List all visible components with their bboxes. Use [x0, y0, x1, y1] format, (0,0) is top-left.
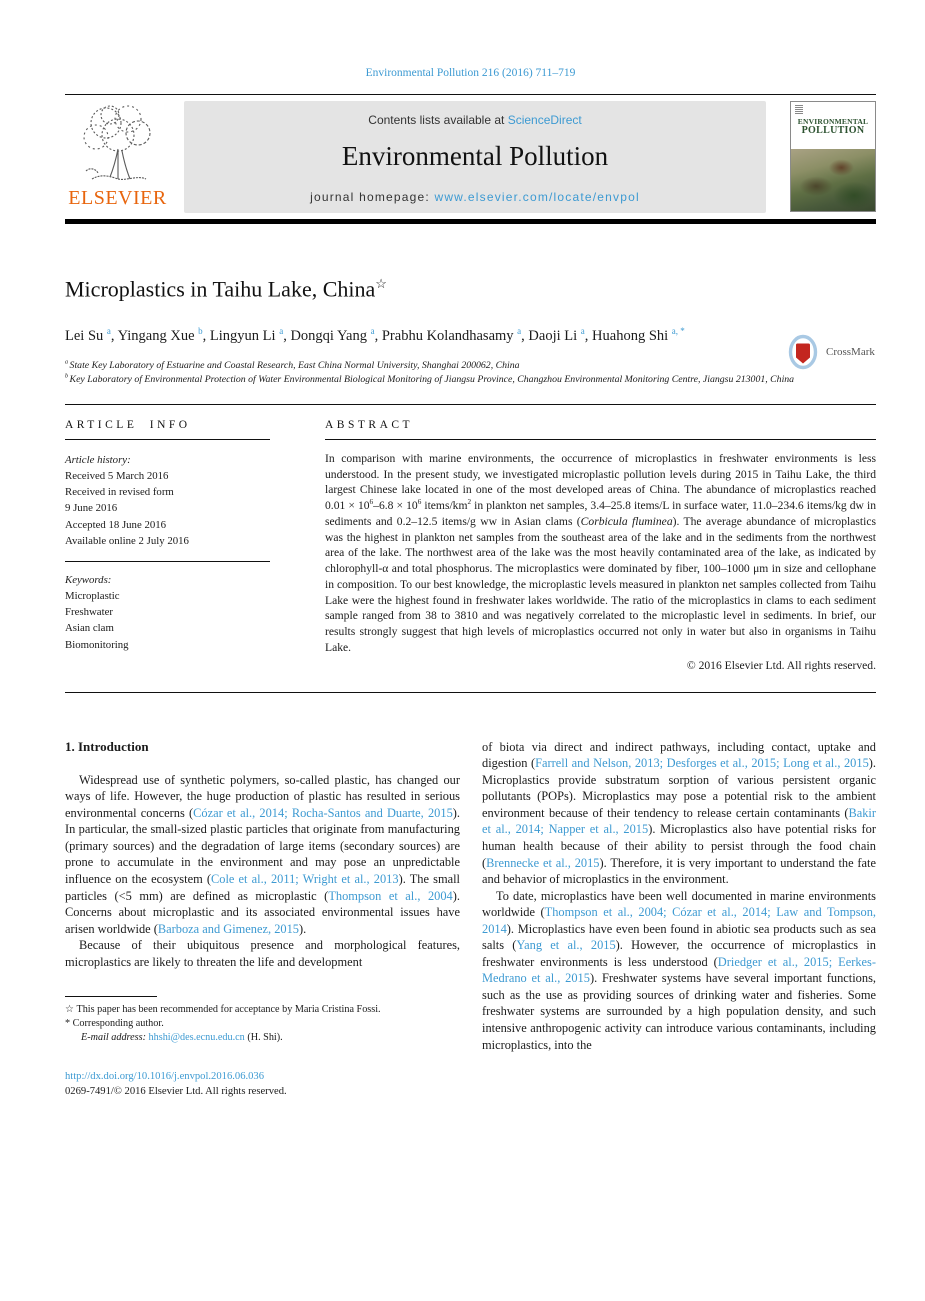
article-info-heading-rule [65, 439, 270, 440]
history-label: Article history: [65, 453, 131, 466]
cover-publisher-mark-icon [795, 105, 803, 115]
journal-citation: Environmental Pollution 216 (2016) 711–719 [365, 67, 576, 79]
affiliation-b: $^b$ Key Laboratory of Environmental Protection of Water Environmental Biological Monitoring of Jiangsu Province, Changzhou Environmental Monitoring Centre, Jiangsu 213001, China [65, 373, 795, 385]
journal-banner-box [184, 101, 766, 213]
author-list: Lei Su $^a$, Yingang Xue $^b$, Lingyun Li $^a$, Dongqi Yang $^a$, Prabhu Kolandhasamy $^a$, Daoji Li $^a$, Huahong Shi $^{a, *}$ [65, 326, 685, 345]
body-paragraph: Because of their ubiquitous presence and morphological features, microplastics are likely to threaten the life and development [65, 938, 460, 969]
history-line: Received 5 March 2016 [65, 469, 169, 482]
section-heading-introduction: 1. Introduction [65, 738, 149, 754]
article-history [65, 452, 270, 549]
crossmark-label: CrossMark [826, 346, 875, 358]
abstract-heading-rule [325, 439, 876, 440]
cover-title-line1: ENVIRONMENTAL [797, 117, 869, 126]
cover-title [791, 118, 875, 136]
paper-title-text: Microplastics in Taihu Lake, China [65, 276, 376, 302]
footnote-corresponding: * Corresponding author. [65, 1018, 164, 1030]
keyword: Asian clam [65, 622, 114, 635]
title-footnote-star-icon: ☆ [375, 276, 387, 291]
elsevier-tree-icon [72, 101, 164, 187]
journal-header-banner [65, 101, 876, 213]
page-title [65, 276, 876, 302]
article-info-column [65, 419, 270, 672]
article-info-heading: ARTICLE INFO [65, 418, 191, 431]
footnote-block [65, 996, 460, 1045]
keyword: Biomonitoring [65, 638, 129, 651]
abstract-copyright: © 2016 Elsevier Ltd. All rights reserved. [686, 658, 876, 672]
abstract-text: In comparison with marine environments, the occurrence of microplastics in freshwater environments is less understood. In the present study, we investigated microplastic pollution levels during 2015 in Taihu Lake, the third largest Chinese lake located in one of the most developed areas of China. The abundance of microplastics reached $0.01 \times 10^6-6.8 \times 10^6$ items/$km^2$ in plankton net samples, 3.4–25.8 items/L in surface water, 11.0–234.6 items/kg dw in sediments and 0.2–12.5 items/g ww in Asian clams (Corbicula fluminea). The average abundance of microplastics was the highest in plankton net samples from the southeast area of the lake and in the sediments from the northwest area of the lake. The northwest area of the lake was the most heavily contaminated area of the lake, as indicated by chlorophyll-α and total phosphorus. The microplastics were dominated by fiber, 100–1000 μm in size and cellophane in composition. To our best knowledge, the microplastic levels measured in plankton net samples collected from Taihu Lake were the highest found in freshwater lakes worldwide. The ratio of the microplastics in clams to each sediment sample ranged from 38 to 3810 and was negatively correlated to the microplastic level in sediments. In brief, our results strongly suggest that high levels of microplastics occurred not only in water but also in organisms in Taihu Lake. [325, 451, 877, 654]
info-abstract-section [65, 419, 876, 672]
body-paragraph: To date, microplastics have been well documented in marine environments worldwide (Thompson et al., 2004; Cózar et al., 2014; Law and Tompson, 2014). Microplastics have even been found in abiotic sea products such as sea salts (Yang et al., 2015). However, the occurrence of microplastics in freshwater environments is less understood (Driedger et al., 2015; Eerkes-Medrano et al., 2015). Freshwater systems have several important functions, such as the use as providing sources of drinking water and fisheries. Some freshwater systems are surrounded by a high population density, and such intensive anthropogenic activity can introduce various contaminants, including microplastics, into the [482, 888, 877, 1052]
right-column [482, 739, 876, 1053]
sciencedirect-link[interactable]: ScienceDirect [507, 113, 582, 127]
contents-line [368, 113, 581, 127]
crossmark-icon [788, 334, 822, 370]
homepage-prefix: journal homepage: [310, 190, 435, 204]
main-body-columns [65, 739, 876, 1053]
history-line: Accepted 18 June 2016 [65, 518, 167, 531]
issn-copyright-line: 0269-7491/© 2016 Elsevier Ltd. All rights reserved. [65, 1086, 287, 1098]
keywords-block [65, 572, 270, 653]
elsevier-logo-text: ELSEVIER [68, 187, 167, 209]
homepage-line [310, 190, 640, 204]
keywords-label: Keywords: [65, 573, 112, 586]
journal-cover-thumbnail[interactable] [790, 101, 876, 212]
info-divider-rule [65, 561, 270, 562]
history-line: Available online 2 July 2016 [65, 534, 189, 547]
crossmark-badge[interactable] [788, 334, 876, 370]
contents-prefix: Contents lists available at [368, 113, 508, 127]
history-line: Received in revised form [65, 486, 174, 499]
journal-title: Environmental Pollution [341, 141, 609, 171]
left-column [65, 739, 460, 1053]
affiliations [65, 359, 876, 385]
header-rule [65, 94, 876, 95]
footnote-rule [65, 996, 157, 997]
affiliation-a: $^a$ State Key Laboratory of Estuarine and Coastal Research, East China Normal University, Shanghai 200062, China [65, 360, 520, 372]
homepage-url-link[interactable]: www.elsevier.com/locate/envpol [434, 190, 640, 204]
cover-artwork [791, 149, 875, 211]
doi-link[interactable]: http://dx.doi.org/10.1016/j.envpol.2016.06.036 [65, 1071, 265, 1083]
info-top-rule [65, 404, 876, 405]
footnote-recommendation: ☆ This paper has been recommended for acceptance by Maria Cristina Fossi. [65, 1004, 381, 1016]
abstract-column [325, 419, 876, 672]
body-paragraph: Widespread use of synthetic polymers, so-called plastic, has changed our ways of life. However, the huge production of plastic has resulted in serious environmental concerns (Cózar et al., 2014; Rocha-Santos and Duarte, 2015). In particular, the small-sized plastic particles that originate from manufacturing (primary sources) and the degradation of large items (secondary sources) are prone to accumulate in the environment and may pose an unpredictable influence on the ecosystem (Cole et al., 2011; Wright et al., 2013). The small particles (<5 mm) are defined as microplastic (Thompson et al., 2004). Concerns about microplastic and its associated environmental issues have arisen worldwide (Barboza and Gimenez, 2015). [65, 772, 460, 936]
abstract-heading: ABSTRACT [325, 418, 414, 431]
article-head [65, 276, 876, 386]
cover-title-line2: POLLUTION [801, 124, 865, 136]
history-line: 9 June 2016 [65, 502, 118, 515]
body-paragraph: of biota via direct and indirect pathways, including contact, uptake and digestion (Farrell and Nelson, 2013; Desforges et al., 2015; Long et al., 2015). Microplastics provide substratum sorption of various persistent organic pollutants (POPs). Microplastics may pose a potential risk to the ambient environment because of their tendency to release certain contaminants (Bakir et al., 2014; Napper et al., 2015). Microplastics also have potential risks for human health because of their ability to persist through the food chain (Brennecke et al., 2015). Therefore, it is very important to understand the fate and behavior of microplastics in the environment. [482, 739, 877, 887]
footnote-email[interactable]: E-mail address: hhshi@des.ecnu.edu.cn (H. Shi). [81, 1032, 283, 1044]
abstract-bottom-rule [65, 692, 876, 693]
header-black-bar [65, 219, 876, 224]
footer-block [65, 1069, 876, 1100]
keyword: Microplastic [65, 590, 120, 603]
keyword: Freshwater [65, 606, 113, 619]
elsevier-logo[interactable] [65, 101, 170, 213]
